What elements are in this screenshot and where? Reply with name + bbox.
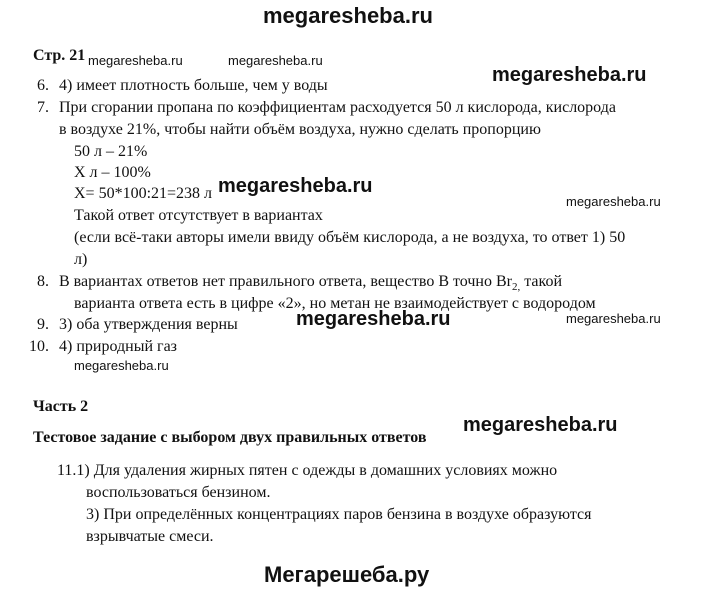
item-text: такой (520, 273, 563, 290)
watermark-top: megaresheba.ru (263, 3, 433, 28)
watermark-large: megaresheba.ru (218, 175, 373, 197)
answer-line: воспользоваться бензином. (86, 484, 271, 501)
answer-line: 11.1) Для удаления жирных пятен с одежды в домашних условиях можно (57, 462, 558, 479)
subscript: 2, (511, 281, 521, 294)
section-subheading: Тестовое задание с выбором двух правильных ответов (33, 429, 427, 446)
watermark-small: megaresheba.ru (228, 53, 323, 68)
item-text-line: варианта ответа есть в цифре «2», но метан не взаимодействует с водородом (74, 295, 596, 312)
item-text: 3) оба утверждения верны (59, 316, 238, 333)
list-item-6 (27, 76, 328, 96)
item-text-line: Х л – 100% (74, 164, 151, 181)
item-text-line: 50 л – 21% (74, 143, 148, 160)
section-heading: Часть 2 (33, 398, 89, 415)
item-number: 9. (37, 316, 49, 333)
watermark-small: megaresheba.ru (566, 194, 661, 209)
answer-line: взрывчатые смеси. (86, 528, 214, 545)
item-text: В вариантах ответов нет правильного ответа, вещество В точно Br (59, 273, 512, 290)
item-number: 10. (29, 338, 49, 355)
list-item-7 (27, 98, 616, 118)
watermark-bottom: Мегарешеба.ру (264, 562, 430, 587)
item-text: При сгорании пропана по коэффициентам расходуется 50 л кислорода, кислорода (59, 99, 616, 116)
list-item-10 (27, 337, 177, 357)
item-text-line: Х= 50*100:21=238 л (74, 185, 213, 202)
item-number: 6. (37, 77, 49, 94)
watermark-large: megaresheba.ru (463, 414, 618, 436)
item-text-line: л) (74, 251, 88, 268)
watermark-small: megaresheba.ru (88, 53, 183, 68)
list-item-9 (27, 315, 238, 335)
page-heading: Стр. 21 (33, 47, 86, 64)
item-text: 4) природный газ (59, 338, 177, 355)
item-text-line: в воздухе 21%, чтобы найти объём воздуха, нужно сделать пропорцию (59, 121, 541, 138)
item-number: 7. (37, 99, 49, 116)
item-text-line: Такой ответ отсутствует в вариантах (74, 207, 323, 224)
answer-line: 3) При определённых концентрациях паров бензина в воздухе образуются (86, 506, 592, 523)
item-text: 4) имеет плотность больше, чем у воды (59, 77, 328, 94)
watermark-small: megaresheba.ru (566, 311, 661, 326)
item-text-line: (если всё-таки авторы имели ввиду объём кислорода, а не воздуха, то ответ 1) 50 (74, 229, 626, 246)
watermark-large: megaresheba.ru (296, 308, 451, 330)
watermark-large: megaresheba.ru (492, 64, 647, 86)
watermark-small: megaresheba.ru (74, 358, 169, 373)
item-number: 8. (37, 273, 49, 290)
